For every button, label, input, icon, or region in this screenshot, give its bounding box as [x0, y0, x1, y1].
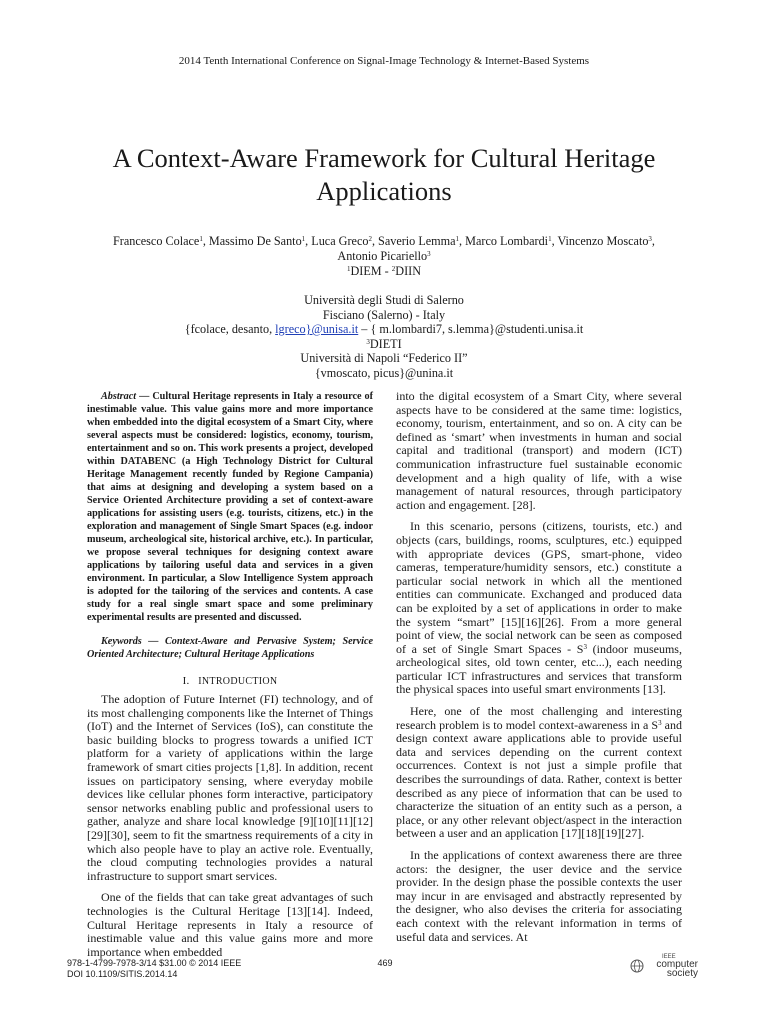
section-heading — [87, 675, 373, 687]
paragraph: One of the fields that can take great advantages of such technologies is the Cultural Heritage [13][14]. Indeed, Cultural Heritage represents in Italy a resource of inestimable value and this value gains more and more importance when embedded — [87, 890, 373, 959]
abstract — [87, 390, 373, 624]
author-affil-mark: 1 — [199, 235, 203, 243]
email-link[interactable]: lgreco}@unisa.it — [275, 322, 359, 336]
paragraph-text: (indoor museums, archeological sites, old town center, etc...), each needing particular ICT infrastructures and services that transform the physical spaces into useful smart environments [13]. — [396, 641, 682, 697]
location-1: Fisciano (Salerno) - Italy — [322, 307, 446, 322]
author-list — [60, 234, 708, 279]
author-affil-mark: 2 — [368, 235, 372, 243]
author-affil-mark: 3 — [648, 235, 652, 243]
section-number: I. — [182, 675, 190, 687]
keywords: Keywords — Context-Aware and Pervasive System; Service Oriented Architecture; Cultural Heritage Applications — [87, 636, 373, 660]
email-line-2: {vmoscato, picus}@unina.it — [314, 365, 454, 380]
email-suffix: – { m.lombardi7, s.lemma}@studenti.unisa.it — [358, 322, 584, 336]
affil-mark: 1 — [346, 265, 351, 273]
left-column — [87, 390, 373, 967]
dept-text: DIIN — [395, 264, 422, 278]
paper-title: A Context-Aware Framework for Cultural Heritage Applications — [112, 143, 656, 206]
dept-text: DIEM - — [350, 264, 392, 278]
paragraph-text: Here, one of the most challenging and interesting research problem is to model context-awareness in a S — [396, 704, 682, 732]
paragraph: into the digital ecosystem of a Smart City, where several aspects have to be considered at the same time: logistics, economy, tourism, entertainment, and so on. A city can be defined as ‘smart’ when investments in human and social capital and traditional (transport) and modern (ICT) communication infrastructure fuel sustainable economic development and a high quality of life, with a wise management of natural resources, through participatory action and engagement. [28]. — [396, 389, 682, 512]
authors-line-2 — [60, 249, 708, 264]
author-affil-mark: 1 — [455, 235, 460, 243]
author-name: Massimo De Santo — [208, 234, 302, 248]
footer-left — [67, 958, 241, 980]
doi-line: DOI 10.1109/SITIS.2014.14 — [67, 969, 178, 979]
email-line-1 — [60, 322, 708, 337]
university-2: Università di Napoli “Federico II” — [300, 351, 468, 365]
paragraph — [396, 705, 682, 841]
paragraph — [396, 520, 682, 697]
author-affil-mark: 1 — [301, 235, 306, 243]
isbn-line: 978-1-4799-7978-3/14 $31.00 © 2014 IEEE — [67, 958, 242, 968]
author-name: Antonio Picariello — [337, 249, 428, 263]
paragraph-text: In this scenario, persons (citizens, tourists, etc.) and objects (cars, buildings, rooms, sculptures, etc.) equipped with appropriate devices (GPS, smart-phone, video cameras, temperature/humidity sensors, etc.) constitute a particular social network in which all the mentioned entities can communicate. Exchanged and produced data can be exploited by a set of applications in order to make the system “smart” [15][16][26]. From a more general point of view, the social network can be seen as composed of a set of Single Smart Spaces - S — [396, 519, 682, 656]
superscript: 3 — [583, 642, 587, 651]
dept-2 — [60, 337, 708, 352]
author-name: Saverio Lemma — [378, 234, 456, 248]
paragraph: The adoption of Future Internet (FI) technology, and of its most challenging components like the Internet of Things (IoT) and the Internet of Services (IoS), can constitute the basic building blocks to progress towards a unified ICT platform for a variety of applications within the large framework of smart cities projects [1,8]. In addition, recent issues on participatory sensing, where everyday mobile devices like cellular phones form interactive, participatory sensor networks enabling public and professional users to gather, analyze and share local knowledge [9][10][11][12][29][30], seem to fit the smartness requirements of a city in which also people have to play an active role. Eventually, the cloud computing technologies provides a natural infrastructure to support smart services. — [87, 692, 373, 883]
author-name: Luca Greco — [311, 234, 369, 248]
logo-society-text — [646, 960, 698, 978]
ieee-computer-society-logo — [630, 954, 700, 982]
abstract-label: Abstract — [101, 391, 137, 402]
email-prefix: {fcolace, desanto, — [184, 322, 276, 336]
dept-line — [60, 264, 708, 279]
paragraph-text: and design context aware applications able to provide useful data and services depending on the current context occurrences. Context is not just a simple profile that describes the surroundings of data. Rather, context is better described as any piece of information that can be used to characterize the situation of an entity such as a person, a place, or any other relevant object/aspect in the interaction between a user and an application [17][18][19][27]. — [396, 717, 683, 841]
logo-ieee-text: IEEE — [662, 954, 676, 960]
conference-header: 2014 Tenth International Conference on Signal-Image Technology & Internet-Based Systems — [178, 55, 590, 67]
page-number: 469 — [377, 958, 393, 968]
author-affil-mark: 1 — [548, 235, 552, 243]
superscript: 3 — [658, 718, 662, 727]
affiliations — [60, 293, 708, 380]
dept-text: DIETI — [369, 336, 402, 351]
paragraph: In the applications of context awareness there are three actors: the designer, the user device and the service provider. In the design phase the possible contexts the user may incur in are envisaged and abstractly represented by the designer, who also devises the criteria for associating each context with the relevant information in terms of useful data and services. At — [396, 848, 682, 944]
abstract-text: — Cultural Heritage represents in Italy a resource of inestimable value. This value gains more and more importance when embedded into the digital ecosystem of a Smart City, where several aspects must be considered: logistics, economy, tourism, entertainment and so on. This work presents a project, developed within DATABENC (a High Technology District for Cultural Heritage Management recently funded by Regione Campania) that aims at designing and developing a system based on a Service Oriented Architecture providing a set of context-aware applications for assisting users (e.g. tourists, citizens, etc.) in the exploration and management of Single Smart Spaces (e.g. indoor museum, archeological site, historical archive, etc.). In particular, we propose several techniques for designing context aware applications by tailoring useful data and services in a given environment. In particular, a Slow Intelligence System approach is adopted for the tailoring of the services and contents. A case study for a real single smart space and some preliminary experimental results are presented and discussed. — [87, 391, 373, 623]
author-affil-mark: 3 — [427, 250, 431, 258]
authors-line-1: Francesco Colace$^1$, Massimo De Santo$^1$, Luca Greco$^2$, Saverio Lemma$^1$, Marco Lombardi$^1$, Vincenzo Moscato$^3$, — [113, 234, 655, 248]
author-name: Marco Lombardi — [465, 234, 549, 248]
affil-mark: 3 — [366, 337, 370, 346]
author-name: Vincenzo Moscato — [557, 234, 649, 248]
affil-mark: 2 — [391, 265, 396, 273]
section-title: INTRODUCTION — [198, 676, 278, 687]
right-column — [396, 390, 682, 952]
university-1: Università degli Studi di Salerno — [304, 293, 464, 307]
globe-icon — [630, 959, 644, 973]
logo-line: computer — [656, 959, 698, 970]
logo-line: society — [666, 968, 698, 979]
author-name: Francesco Colace — [113, 234, 200, 248]
